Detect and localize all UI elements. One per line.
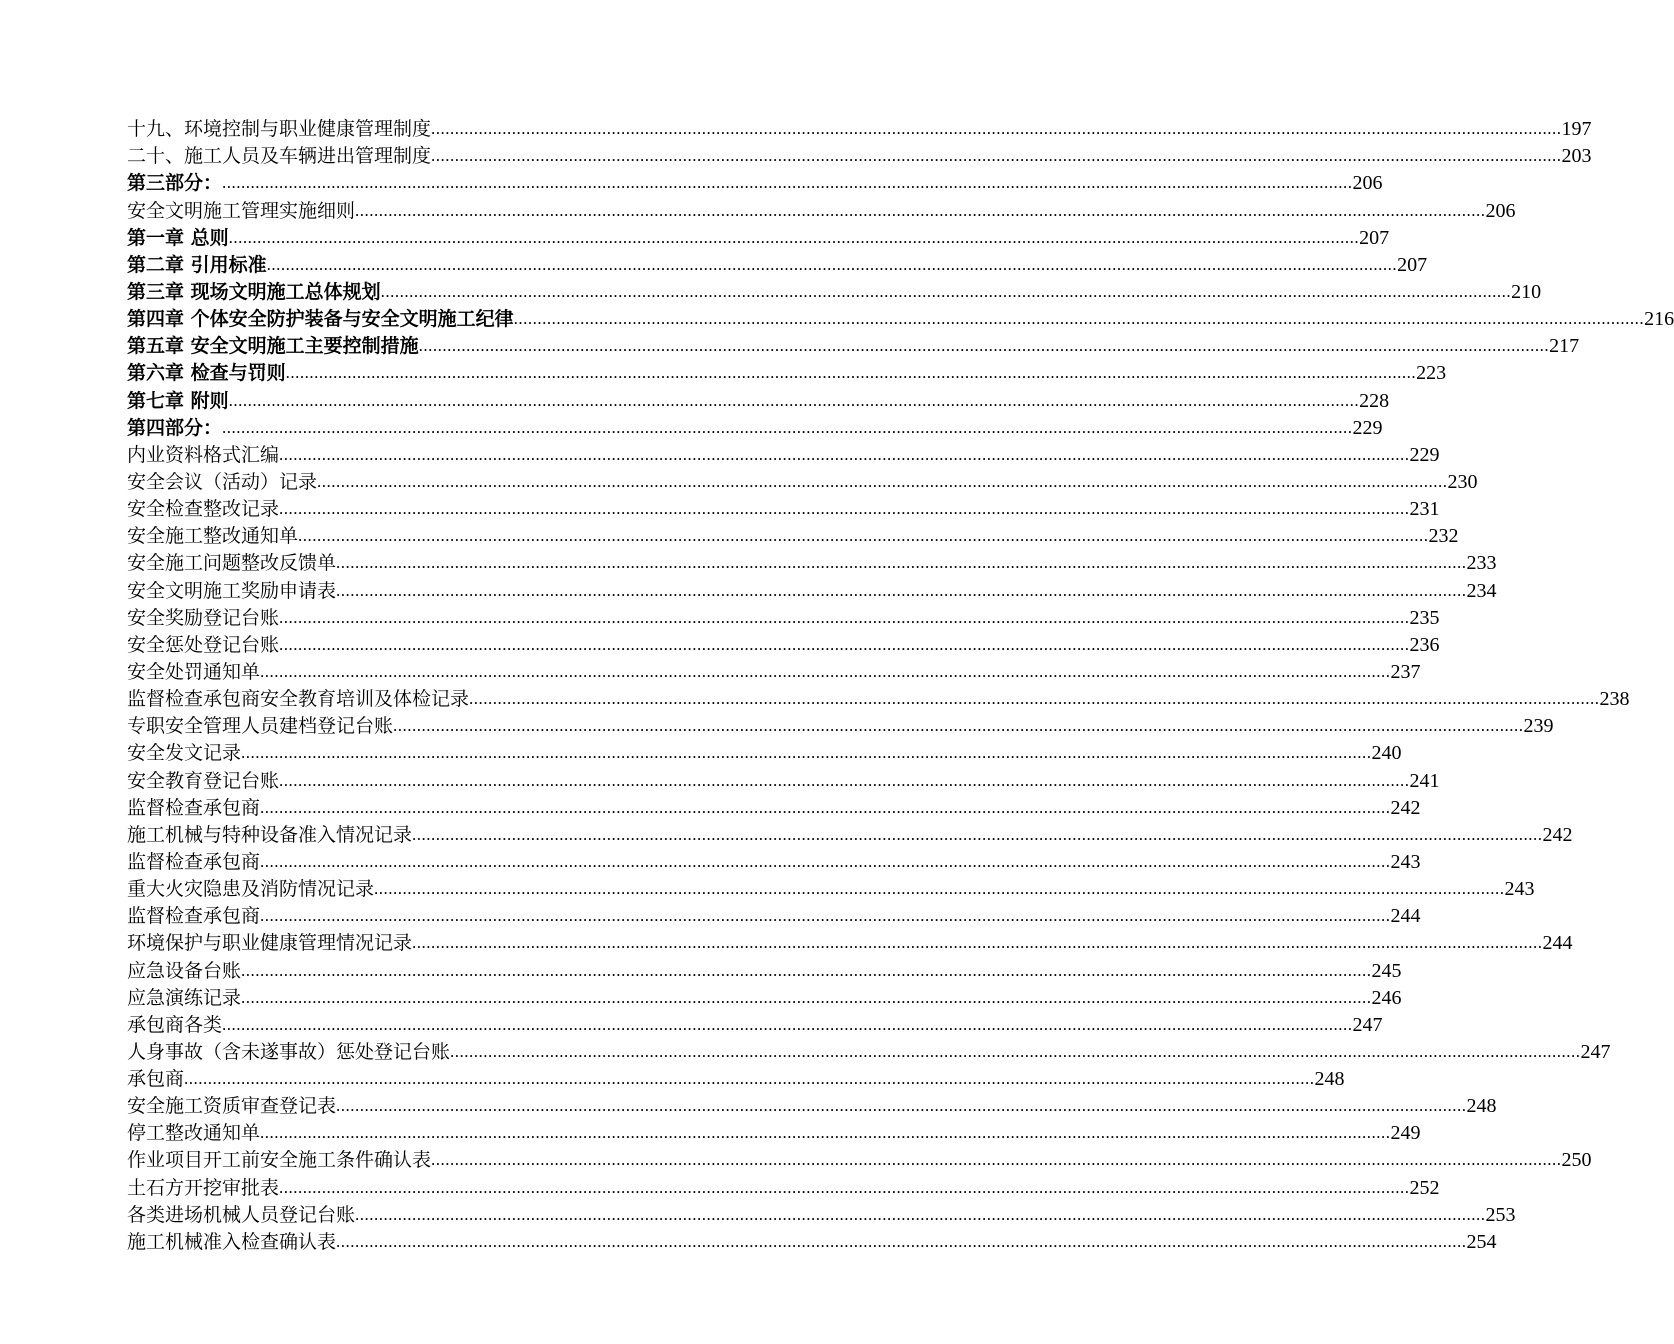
toc-leader-dots: .............................................................................................................................................................................................................................................. xyxy=(228,227,1360,247)
toc-entry[interactable] xyxy=(127,765,1440,792)
toc-entry[interactable] xyxy=(127,141,1592,168)
toc-entry-title: 土石方开挖审批表 xyxy=(127,1176,280,1199)
toc-leader-dots: .............................................................................................................................................................................................................................................. xyxy=(279,634,1410,654)
toc-leader-dots: .............................................................................................................................................................................................................................................. xyxy=(336,580,1467,600)
toc-entry-page-number: 243 xyxy=(1504,878,1535,901)
toc-entry[interactable] xyxy=(127,738,1402,765)
toc-entry[interactable] xyxy=(127,494,1440,521)
toc-leader-dots: .............................................................................................................................................................................................................................................. xyxy=(298,526,1429,546)
toc-leader-dots: .............................................................................................................................................................................................................................................. xyxy=(285,363,1417,383)
toc-leader-dots: .............................................................................................................................................................................................................................................. xyxy=(412,933,1543,953)
toc-entry-title: 承包商 xyxy=(127,1068,185,1091)
toc-leader-dots: .............................................................................................................................................................................................................................................. xyxy=(266,254,1398,274)
toc-entry[interactable] xyxy=(127,684,1630,711)
toc-entry-page-number: 254 xyxy=(1466,1230,1497,1253)
toc-entry-page-number: 247 xyxy=(1352,1013,1383,1036)
toc-entry-page-number: 207 xyxy=(1397,253,1428,276)
toc-entry-page-number: 248 xyxy=(1314,1068,1345,1091)
toc-leader-dots: .............................................................................................................................................................................................................................................. xyxy=(184,1069,1315,1089)
toc-leader-dots: .............................................................................................................................................................................................................................................. xyxy=(279,607,1410,627)
toc-entry-title: 监督检查承包商 xyxy=(127,850,261,873)
toc-leader-dots: .............................................................................................................................................................................................................................................. xyxy=(431,119,1562,139)
toc-entry[interactable] xyxy=(127,1118,1421,1145)
toc-leader-dots: .............................................................................................................................................................................................................................................. xyxy=(317,471,1448,491)
toc-entry[interactable] xyxy=(127,630,1440,657)
toc-entry-page-number: 249 xyxy=(1390,1122,1421,1145)
toc-leader-dots: .............................................................................................................................................................................................................................................. xyxy=(418,336,1550,356)
toc-entry-page-number: 244 xyxy=(1542,932,1573,955)
toc-leader-dots: .............................................................................................................................................................................................................................................. xyxy=(336,1096,1467,1116)
toc-leader-dots: .............................................................................................................................................................................................................................................. xyxy=(279,499,1410,519)
toc-leader-dots: .............................................................................................................................................................................................................................................. xyxy=(431,146,1562,166)
toc-entry-title: 第四部分： xyxy=(127,416,223,439)
toc-entry-page-number: 246 xyxy=(1371,986,1402,1009)
toc-entry[interactable] xyxy=(127,711,1554,738)
toc-entry[interactable] xyxy=(127,1064,1345,1091)
toc-entry-title: 应急设备台账 xyxy=(127,959,242,982)
toc-leader-dots: .............................................................................................................................................................................................................................................. xyxy=(412,824,1543,844)
toc-entry-title: 重大火灾隐患及消防情况记录 xyxy=(127,878,375,901)
toc-entry[interactable] xyxy=(127,874,1535,901)
toc-entry[interactable] xyxy=(127,1227,1497,1254)
toc-entry[interactable] xyxy=(127,223,1390,250)
toc-leader-dots: .............................................................................................................................................................................................................................................. xyxy=(279,770,1410,790)
toc-entry-title: 二十、施工人员及车辆进出管理制度 xyxy=(127,145,432,168)
toc-leader-dots: .............................................................................................................................................................................................................................................. xyxy=(228,390,1360,410)
toc-leader-dots: .............................................................................................................................................................................................................................................. xyxy=(241,960,1372,980)
toc-entry[interactable] xyxy=(127,304,1674,331)
toc-entry-title: 安全教育登记台账 xyxy=(127,769,280,792)
toc-entry-page-number: 206 xyxy=(1352,172,1383,195)
toc-entry[interactable] xyxy=(127,983,1402,1010)
toc-entry-title: 第四章 个体安全防护装备与安全文明施工纪律 xyxy=(127,308,514,331)
toc-entry-title: 安全施工问题整改反馈单 xyxy=(127,552,337,575)
toc-entry-title: 安全施工资质审查登记表 xyxy=(127,1095,337,1118)
toc-entry[interactable] xyxy=(127,1037,1611,1064)
toc-entry-title: 监督检查承包商 xyxy=(127,905,261,928)
toc-entry-title: 人身事故（含未遂事故）惩处登记台账 xyxy=(127,1040,451,1063)
toc-entry-title: 施工机械准入检查确认表 xyxy=(127,1230,337,1253)
toc-leader-dots: .............................................................................................................................................................................................................................................. xyxy=(513,309,1645,329)
toc-entry[interactable] xyxy=(127,1172,1440,1199)
toc-entry[interactable] xyxy=(127,1010,1383,1037)
toc-entry-page-number: 206 xyxy=(1485,199,1516,222)
toc-entry-page-number: 228 xyxy=(1359,389,1390,412)
toc-leader-dots: .............................................................................................................................................................................................................................................. xyxy=(260,851,1391,871)
toc-entry-title: 安全奖励登记台账 xyxy=(127,606,280,629)
toc-entry-title: 内业资料格式汇编 xyxy=(127,443,280,466)
toc-entry-page-number: 242 xyxy=(1542,823,1573,846)
toc-entry[interactable] xyxy=(127,168,1383,195)
toc-leader-dots: .............................................................................................................................................................................................................................................. xyxy=(380,281,1512,301)
toc-entry-title: 安全文明施工管理实施细则 xyxy=(127,199,356,222)
toc-leader-dots: .............................................................................................................................................................................................................................................. xyxy=(450,1041,1581,1061)
toc-entry[interactable] xyxy=(127,657,1421,684)
toc-leader-dots: .............................................................................................................................................................................................................................................. xyxy=(260,661,1391,681)
toc-leader-dots: .............................................................................................................................................................................................................................................. xyxy=(336,1231,1467,1251)
toc-entry-page-number: 230 xyxy=(1447,470,1478,493)
toc-entry[interactable] xyxy=(127,385,1390,412)
toc-entry-title: 安全会议（活动）记录 xyxy=(127,470,318,493)
toc-entry[interactable] xyxy=(127,195,1516,222)
toc-entry-title: 安全发文记录 xyxy=(127,742,242,765)
toc-entry-page-number: 197 xyxy=(1561,118,1592,141)
toc-entry-page-number: 233 xyxy=(1466,552,1497,575)
toc-entry-page-number: 241 xyxy=(1409,769,1440,792)
toc-entry[interactable] xyxy=(127,440,1440,467)
toc-entry-page-number: 250 xyxy=(1561,1149,1592,1172)
toc-entry-title: 安全文明施工奖励申请表 xyxy=(127,579,337,602)
toc-entry[interactable] xyxy=(127,413,1383,440)
toc-leader-dots: .............................................................................................................................................................................................................................................. xyxy=(279,1177,1410,1197)
toc-entry-page-number: 248 xyxy=(1466,1095,1497,1118)
toc-entry[interactable] xyxy=(127,1200,1516,1227)
toc-entry-page-number: 252 xyxy=(1409,1176,1440,1199)
toc-entry[interactable] xyxy=(127,820,1573,847)
toc-entry-page-number: 229 xyxy=(1352,416,1383,439)
toc-entry-page-number: 235 xyxy=(1409,606,1440,629)
toc-entry-page-number: 236 xyxy=(1409,633,1440,656)
toc-entry[interactable] xyxy=(127,955,1402,982)
toc-leader-dots: .............................................................................................................................................................................................................................................. xyxy=(260,1123,1391,1143)
toc-entry-title: 第六章 检查与罚则 xyxy=(127,362,286,385)
toc-entry[interactable] xyxy=(127,277,1542,304)
toc-entry[interactable] xyxy=(127,575,1497,602)
toc-entry-page-number: 223 xyxy=(1416,362,1447,385)
toc-entry-page-number: 216 xyxy=(1644,308,1674,331)
toc-entry-title: 施工机械与特种设备准入情况记录 xyxy=(127,823,413,846)
toc-entry-title: 安全处罚通知单 xyxy=(127,660,261,683)
toc-leader-dots: .............................................................................................................................................................................................................................................. xyxy=(355,200,1486,220)
toc-entry[interactable] xyxy=(127,1091,1497,1118)
toc-leader-dots: .............................................................................................................................................................................................................................................. xyxy=(355,1204,1486,1224)
toc-entry[interactable] xyxy=(127,1145,1592,1172)
toc-entry[interactable] xyxy=(127,603,1440,630)
toc-entry-title: 十九、环境控制与职业健康管理制度 xyxy=(127,118,432,141)
toc-entry-title: 各类进场机械人员登记台账 xyxy=(127,1203,356,1226)
toc-entry-title: 承包商各类 xyxy=(127,1013,223,1036)
toc-entry[interactable] xyxy=(127,548,1497,575)
toc-entry-title: 应急演练记录 xyxy=(127,986,242,1009)
toc-leader-dots: .............................................................................................................................................................................................................................................. xyxy=(336,553,1467,573)
table-of-contents xyxy=(127,114,1674,1254)
toc-entry-page-number: 231 xyxy=(1409,498,1440,521)
toc-leader-dots: .............................................................................................................................................................................................................................................. xyxy=(222,173,1353,193)
toc-entry-page-number: 243 xyxy=(1390,850,1421,873)
toc-entry-page-number: 238 xyxy=(1599,688,1630,711)
toc-entry-title: 第七章 附则 xyxy=(127,389,229,412)
toc-entry-page-number: 247 xyxy=(1580,1040,1611,1063)
toc-entry[interactable] xyxy=(127,521,1459,548)
toc-leader-dots: .............................................................................................................................................................................................................................................. xyxy=(222,1014,1353,1034)
toc-entry-title: 监督检查承包商安全教育培训及体检记录 xyxy=(127,688,470,711)
toc-entry-title: 安全检查整改记录 xyxy=(127,498,280,521)
toc-entry[interactable] xyxy=(127,793,1421,820)
toc-leader-dots: .............................................................................................................................................................................................................................................. xyxy=(222,417,1353,437)
toc-entry-title: 第一章 总则 xyxy=(127,226,229,249)
toc-entry-page-number: 234 xyxy=(1466,579,1497,602)
toc-entry-title: 第三章 现场文明施工总体规划 xyxy=(127,280,381,303)
toc-entry-title: 安全施工整改通知单 xyxy=(127,525,299,548)
toc-leader-dots: .............................................................................................................................................................................................................................................. xyxy=(393,716,1524,736)
toc-leader-dots: .............................................................................................................................................................................................................................................. xyxy=(260,797,1391,817)
toc-entry-title: 第三部分： xyxy=(127,172,223,195)
toc-entry-title: 作业项目开工前安全施工条件确认表 xyxy=(127,1149,432,1172)
toc-entry-page-number: 237 xyxy=(1390,660,1421,683)
toc-entry-page-number: 239 xyxy=(1523,715,1554,738)
toc-entry-title: 环境保护与职业健康管理情况记录 xyxy=(127,932,413,955)
toc-entry-page-number: 203 xyxy=(1561,145,1592,168)
toc-leader-dots: .............................................................................................................................................................................................................................................. xyxy=(279,444,1410,464)
toc-entry-title: 专职安全管理人员建档登记台账 xyxy=(127,715,394,738)
toc-entry[interactable] xyxy=(127,358,1447,385)
toc-entry-title: 停工整改通知单 xyxy=(127,1122,261,1145)
toc-entry-title: 第二章 引用标准 xyxy=(127,253,267,276)
toc-entry-title: 安全惩处登记台账 xyxy=(127,633,280,656)
toc-entry-page-number: 217 xyxy=(1549,335,1580,358)
toc-entry[interactable] xyxy=(127,250,1428,277)
toc-entry[interactable] xyxy=(127,467,1478,494)
toc-entry-page-number: 232 xyxy=(1428,525,1459,548)
toc-entry-page-number: 240 xyxy=(1371,742,1402,765)
toc-entry[interactable] xyxy=(127,847,1421,874)
toc-entry-page-number: 210 xyxy=(1511,280,1542,303)
toc-leader-dots: .............................................................................................................................................................................................................................................. xyxy=(469,689,1600,709)
toc-leader-dots: .............................................................................................................................................................................................................................................. xyxy=(241,987,1372,1007)
toc-entry-title: 监督检查承包商 xyxy=(127,796,261,819)
toc-leader-dots: .............................................................................................................................................................................................................................................. xyxy=(374,879,1505,899)
toc-entry[interactable] xyxy=(127,928,1573,955)
toc-entry[interactable] xyxy=(127,901,1421,928)
toc-entry-page-number: 245 xyxy=(1371,959,1402,982)
toc-leader-dots: .............................................................................................................................................................................................................................................. xyxy=(431,1150,1562,1170)
toc-leader-dots: .............................................................................................................................................................................................................................................. xyxy=(260,906,1391,926)
toc-entry-page-number: 229 xyxy=(1409,443,1440,466)
toc-leader-dots: .............................................................................................................................................................................................................................................. xyxy=(241,743,1372,763)
toc-entry-page-number: 242 xyxy=(1390,796,1421,819)
toc-entry-title: 第五章 安全文明施工主要控制措施 xyxy=(127,335,419,358)
toc-entry[interactable] xyxy=(127,331,1580,358)
toc-entry[interactable] xyxy=(127,114,1592,141)
toc-entry-page-number: 244 xyxy=(1390,905,1421,928)
toc-entry-page-number: 253 xyxy=(1485,1203,1516,1226)
toc-entry-page-number: 207 xyxy=(1359,226,1390,249)
